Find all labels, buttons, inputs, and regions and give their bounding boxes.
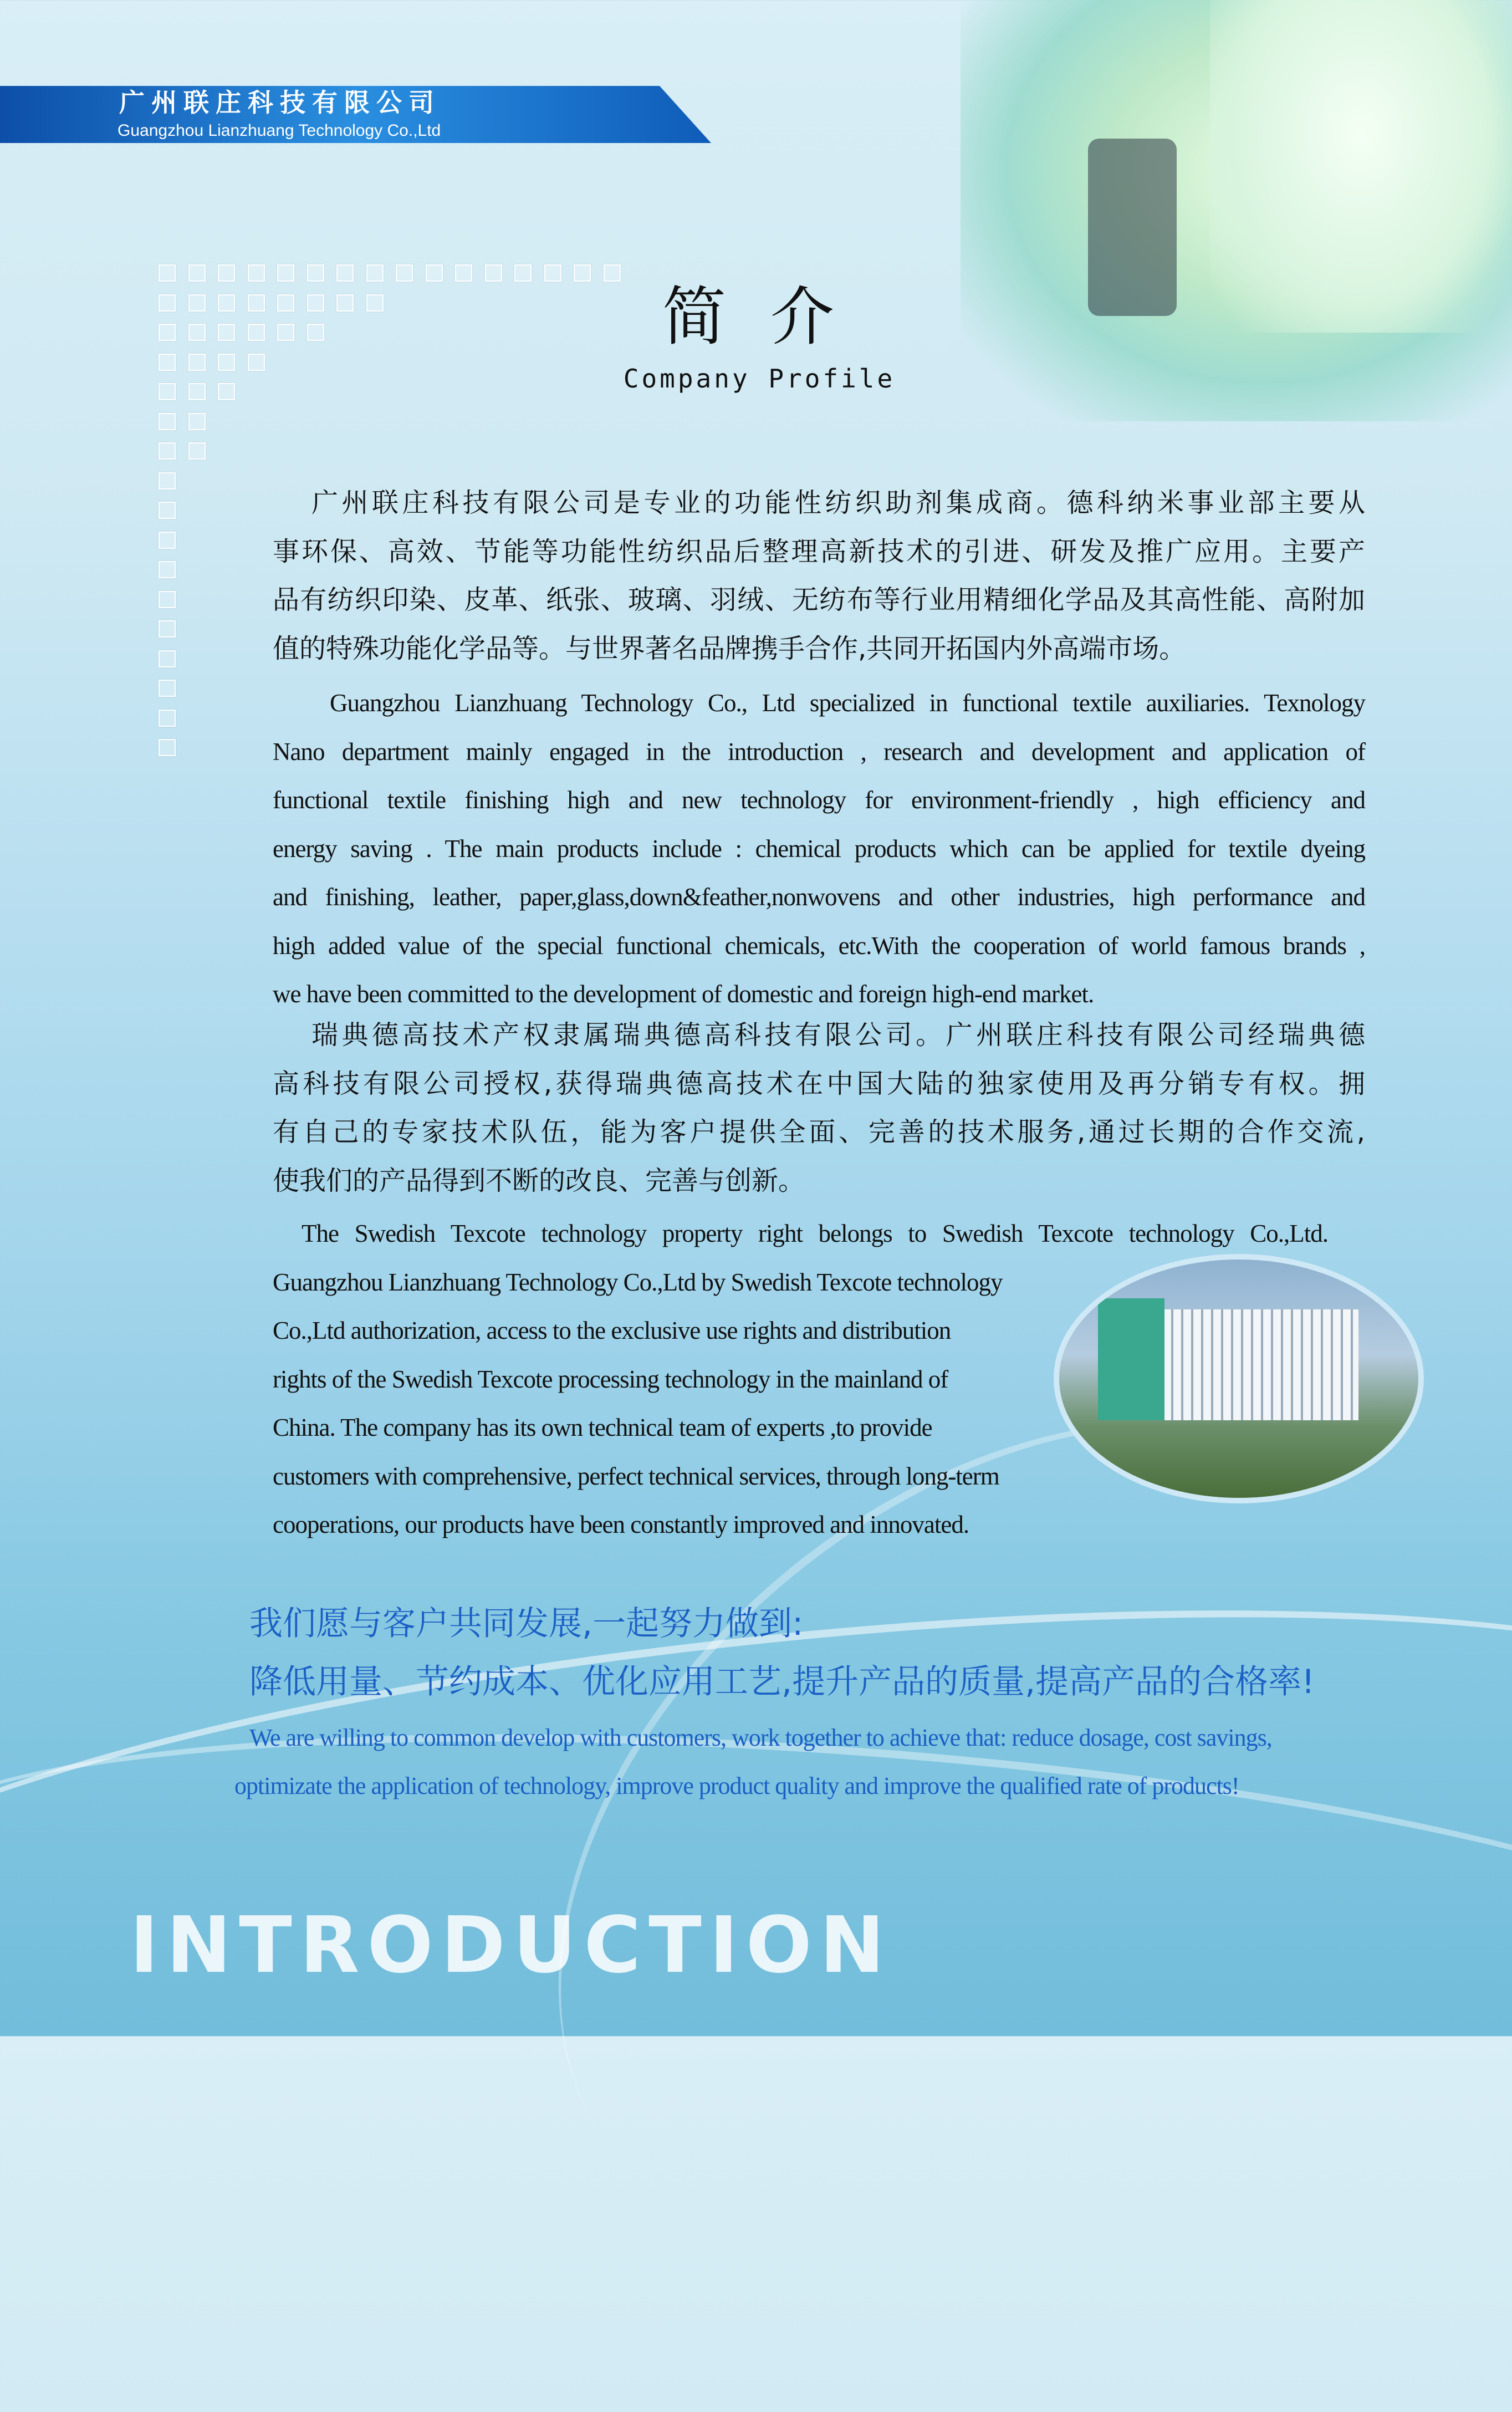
decorative-square: [544, 264, 561, 282]
decorative-square: [277, 264, 294, 282]
slogan-cn-line-1: 我们愿与客户共同发展,一起努力做到:: [249, 1604, 804, 1643]
paragraph-cn-line: 品有纺织印染、皮革、纸张、玻璃、羽绒、无纺布等行业用精细化学品及其高性能、高附加: [273, 584, 1365, 615]
paragraph-cn-line: 有自己的专家技术队伍，能为客户提供全面、完善的技术服务,通过长期的合作交流,: [273, 1116, 1365, 1148]
paragraph-en-line: cooperations, our products have been constantly improved and innovated.: [273, 1511, 969, 1538]
decorative-square: [159, 650, 176, 667]
decorative-square: [188, 294, 206, 312]
decorative-square: [514, 264, 532, 282]
decorative-square: [159, 413, 176, 430]
decorative-square: [248, 264, 265, 282]
paragraph-en-line: we have been committed to the development of domestic and foreign high-end market.: [273, 980, 1094, 1008]
decorative-square: [366, 294, 384, 312]
paragraph-cn-line: 值的特殊功能化学品等。与世界著名品牌携手合作,共同开拓国内外高端市场。: [273, 633, 1186, 664]
slogan-en-line-1: We are willing to common develop with customers, work together to achieve that: reduce dosage, cost savings,: [249, 1724, 1272, 1751]
decorative-square: [188, 442, 206, 460]
decorative-square: [218, 354, 235, 371]
decorative-square: [307, 324, 324, 341]
company-name-en: Guangzhou Lianzhuang Technology Co.,Ltd: [118, 121, 441, 140]
decorative-square: [159, 354, 176, 371]
decorative-square: [218, 383, 235, 400]
decorative-square: [159, 620, 176, 638]
headquarters-photo: [1054, 1254, 1424, 1503]
introduction-heading: INTRODUCTION: [130, 1900, 892, 1991]
paragraph-en-line: Guangzhou Lianzhuang Technology Co., Ltd specialized in functional textile auxiliaries. Texnology: [330, 689, 1365, 717]
paragraph-en-line: China. The company has its own technical team of experts ,to provide: [273, 1414, 932, 1441]
decorative-square: [159, 502, 176, 519]
paragraph-en-line: Nano department mainly engaged in the introduction , research and development and application of: [273, 737, 1365, 766]
building-tower-image: [1098, 1298, 1164, 1420]
microscope-image: [1088, 139, 1177, 316]
decorative-square: [188, 264, 206, 282]
decorative-square: [159, 383, 176, 400]
page-subtitle: Company Profile: [623, 364, 896, 394]
decorative-square: [159, 264, 176, 282]
decorative-square: [188, 354, 206, 371]
decorative-square: [366, 264, 384, 282]
decorative-square: [277, 324, 294, 341]
decorative-square: [159, 680, 176, 697]
decorative-square: [485, 264, 502, 282]
decorative-square: [159, 324, 176, 341]
paragraph-cn-line: 事环保、高效、节能等功能性纺织品后整理高新技术的引进、研发及推广应用。主要产: [273, 536, 1365, 567]
decorative-square: [277, 294, 294, 312]
paragraph-en-line: and finishing, leather, paper,glass,down&feather,nonwovens and other industries, high performance and: [273, 883, 1365, 911]
paragraph-en-line: functional textile finishing high and new technology for environment-friendly , high efficiency and: [273, 786, 1365, 814]
decorative-square: [218, 294, 235, 312]
decorative-square: [159, 532, 176, 549]
decorative-square: [159, 561, 176, 578]
paragraph-en-line: Co.,Ltd authorization, access to the exclusive use rights and distribution: [273, 1317, 951, 1344]
decorative-square: [426, 264, 443, 282]
paragraph-en-line: rights of the Swedish Texcote processing technology in the mainland of: [273, 1365, 948, 1393]
paragraph-cn-line: 高科技有限公司授权,获得瑞典德高技术在中国大陆的独家使用及再分销专有权。拥: [273, 1068, 1365, 1099]
decorative-square: [307, 264, 324, 282]
decorative-square: [218, 264, 235, 282]
decorative-square: [307, 294, 324, 312]
paragraph-cn-line: 广州联庄科技有限公司是专业的功能性纺织助剂集成商。德科纳米事业部主要从: [311, 487, 1365, 518]
paragraph-en-line: high added value of the special functional chemicals, etc.With the cooperation of world famous brands ,: [273, 931, 1365, 960]
paragraph-en-line: Guangzhou Lianzhuang Technology Co.,Ltd by Swedish Texcote technology: [273, 1268, 1003, 1296]
paragraph-en-line: energy saving . The main products include : chemical products which can be applied for textile dyeing: [273, 834, 1365, 863]
decorative-square: [159, 591, 176, 608]
slogan-en-line-2: optimizate the application of technology, improve product quality and improve the qualified rate of products!: [234, 1772, 1239, 1799]
page-title: 简介: [662, 280, 878, 354]
decorative-square: [188, 324, 206, 341]
decorative-square: [159, 294, 176, 312]
decorative-square: [159, 472, 176, 489]
lab-photo: [961, 0, 1512, 421]
decorative-square: [396, 264, 413, 282]
paragraph-en-line: The Swedish Texcote technology property right belongs to Swedish Texcote technology Co.,Ltd.: [302, 1220, 1328, 1247]
paragraph-cn-line: 使我们的产品得到不断的改良、完善与创新。: [273, 1165, 805, 1196]
decorative-square: [455, 264, 472, 282]
decorative-square: [574, 264, 591, 282]
decorative-square: [159, 442, 176, 460]
slogan-cn-line-2: 降低用量、节约成本、优化应用工艺,提升产品的质量,提高产品的合格率!: [249, 1663, 1315, 1701]
decorative-square: [248, 324, 265, 341]
decorative-square: [336, 264, 354, 282]
decorative-square: [159, 739, 176, 756]
paragraph-cn-line: 瑞典德高技术产权隶属瑞典德高科技有限公司。广州联庄科技有限公司经瑞典德: [311, 1019, 1365, 1051]
decorative-square: [218, 324, 235, 341]
decorative-square: [159, 710, 176, 727]
decorative-square: [604, 264, 621, 282]
lab-technician-image: [1210, 0, 1512, 333]
decorative-square: [248, 294, 265, 312]
decorative-square: [336, 294, 354, 312]
paragraph-en-line: customers with comprehensive, perfect technical services, through long-term: [273, 1462, 999, 1490]
decorative-square: [248, 354, 265, 371]
company-name-cn: 广州联庄科技有限公司: [119, 88, 441, 118]
decorative-square: [188, 383, 206, 400]
decorative-square: [188, 413, 206, 430]
